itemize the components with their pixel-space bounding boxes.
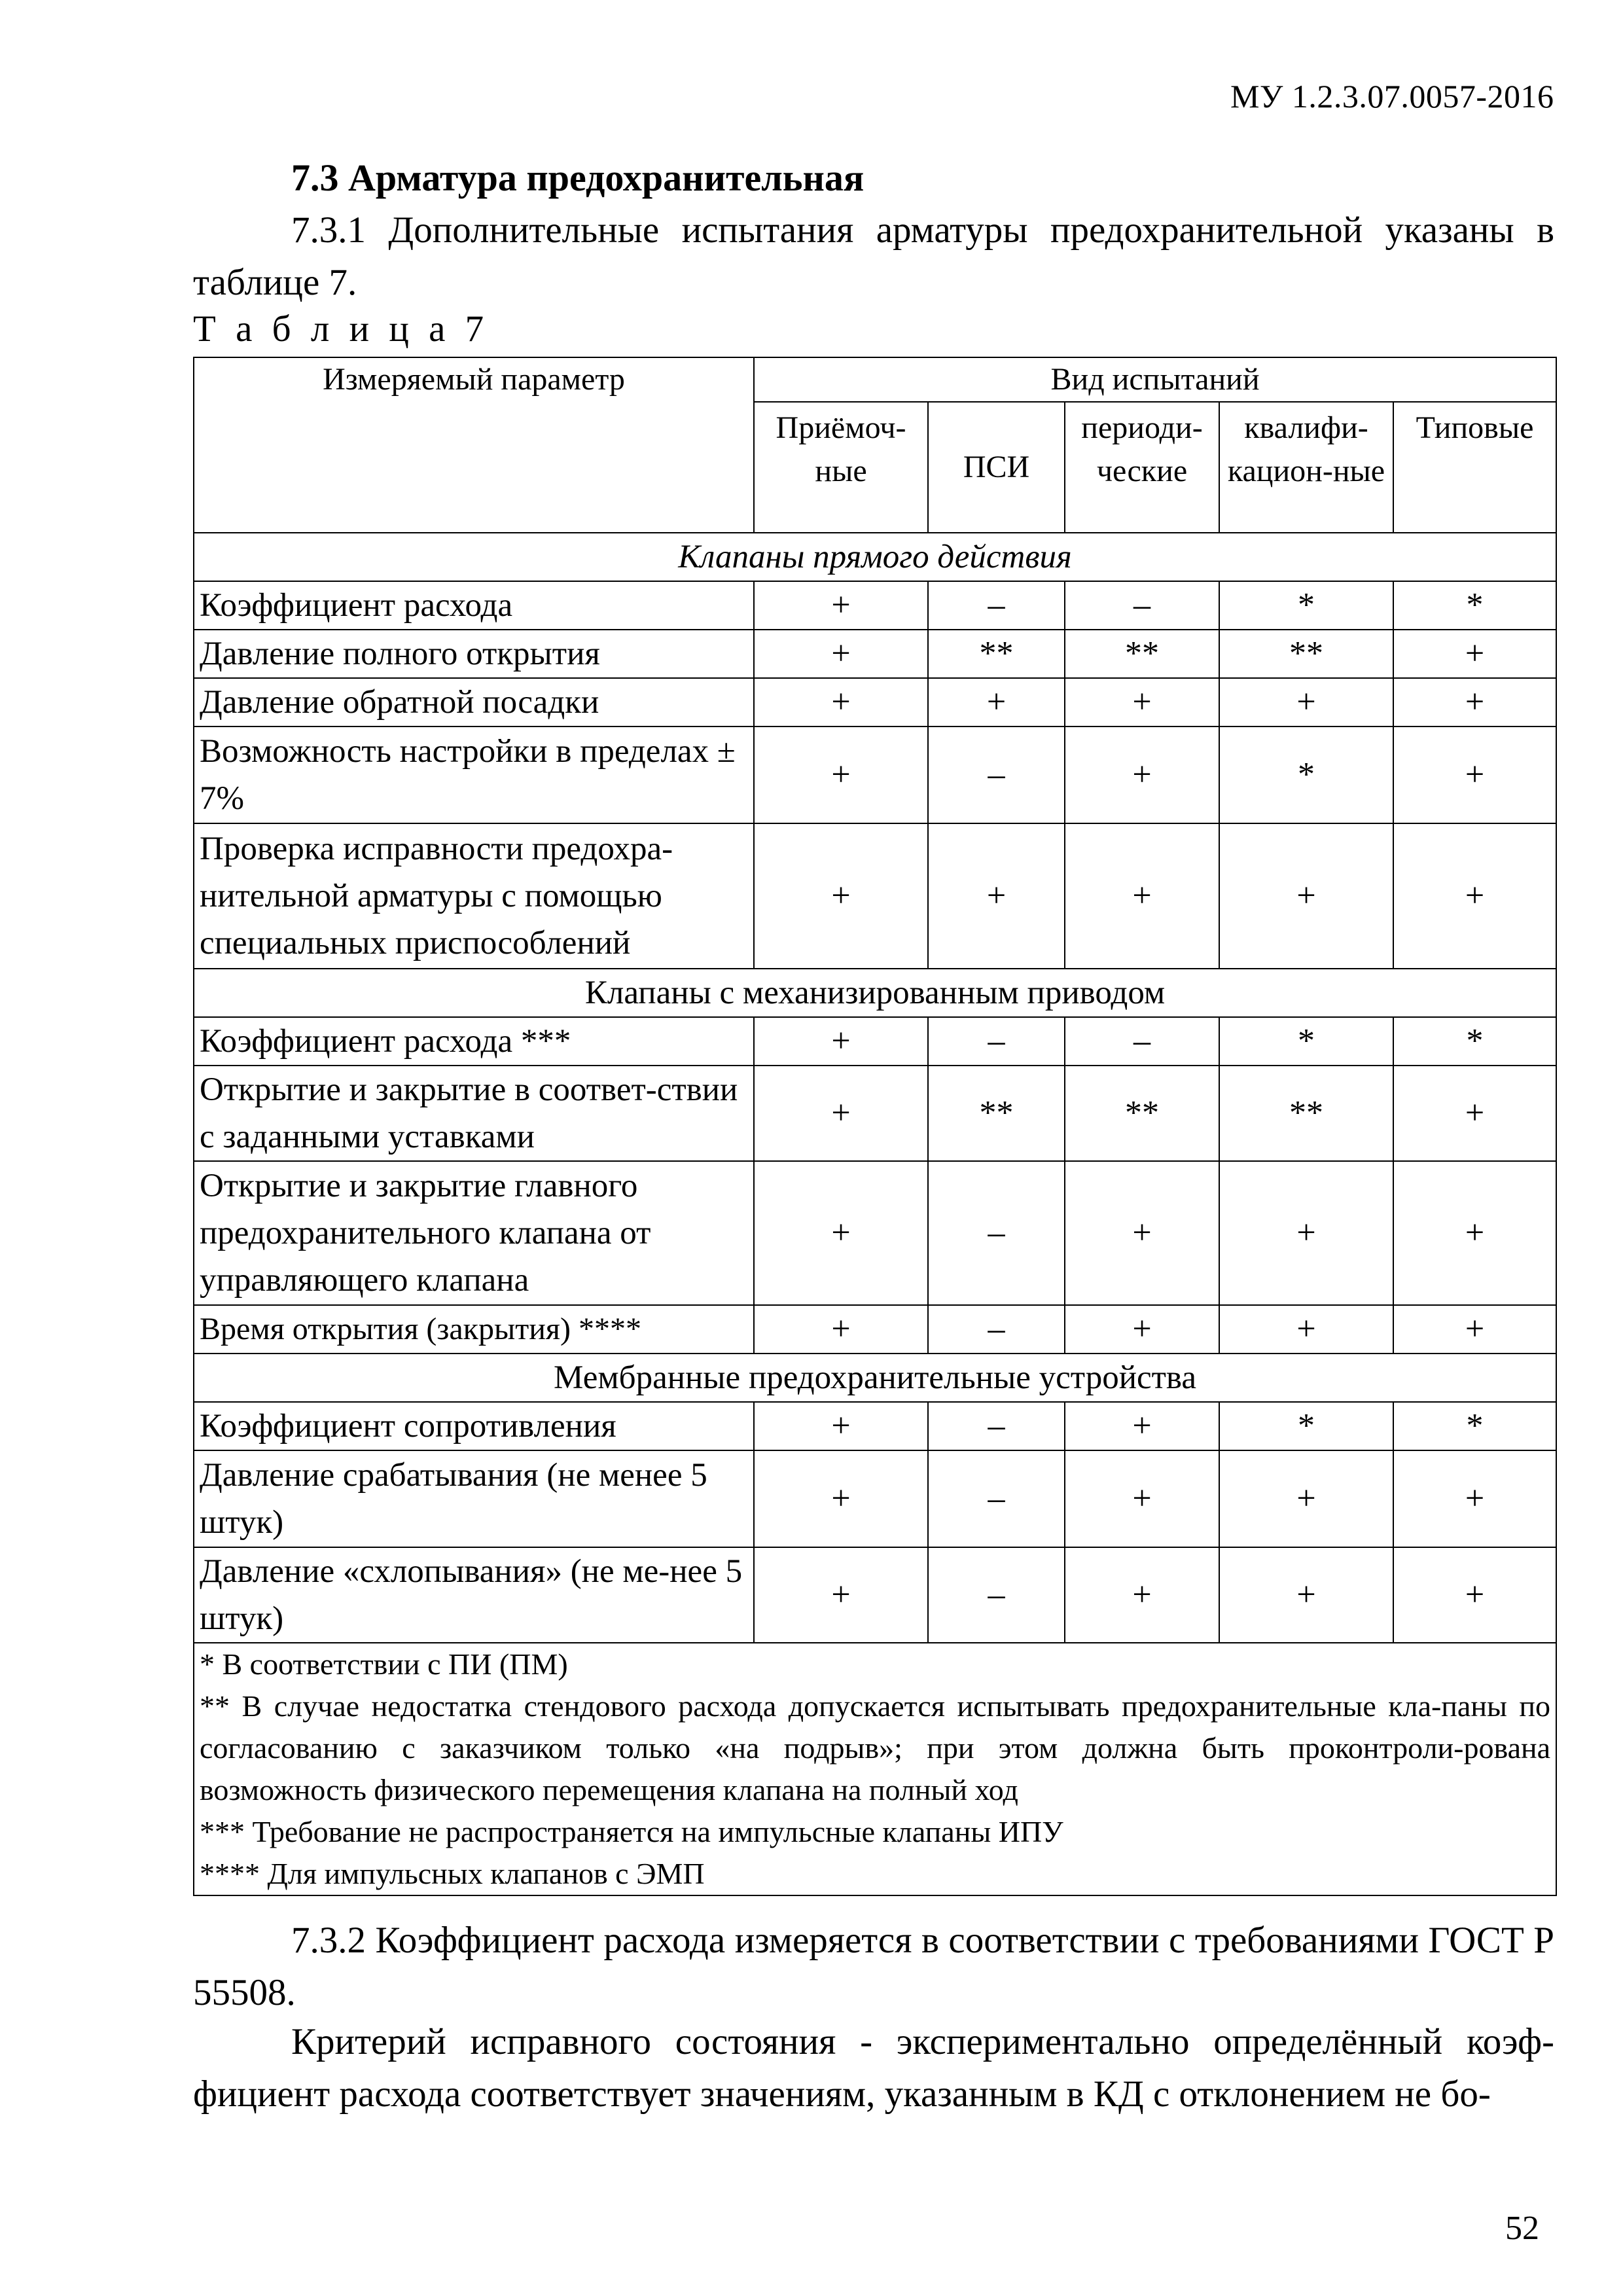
value-cell: – — [928, 581, 1065, 630]
parameter-cell: Возможность настройки в пределах ± 7% — [194, 726, 754, 823]
value-cell: + — [754, 1066, 928, 1161]
value-cell: – — [928, 1402, 1065, 1450]
value-cell: + — [1219, 1547, 1393, 1643]
value-cell: + — [1393, 823, 1556, 969]
value-cell: + — [928, 678, 1065, 726]
table-row — [194, 726, 1556, 823]
table-row — [194, 1017, 1556, 1066]
value-cell: ** — [1219, 630, 1393, 678]
value-cell: + — [1065, 823, 1219, 969]
value-cell: – — [928, 726, 1065, 823]
table-7 — [193, 357, 1557, 1896]
table-row — [194, 1450, 1556, 1547]
value-cell: + — [754, 1017, 928, 1066]
parameter-cell: Время открытия (закрытия) **** — [194, 1305, 754, 1354]
column-header-parameter: Измеряемый параметр — [194, 357, 754, 533]
value-cell: + — [928, 823, 1065, 969]
value-cell: + — [1065, 1450, 1219, 1547]
parameter-cell: Коэффициент расхода *** — [194, 1017, 754, 1066]
value-cell: + — [1219, 1450, 1393, 1547]
parameter-cell: Давление полного открытия — [194, 630, 754, 678]
section-row-title: Мембранные предохранительные устройства — [194, 1354, 1556, 1402]
value-cell: – — [928, 1161, 1065, 1305]
table-notes — [194, 1643, 1556, 1895]
value-cell: * — [1219, 1017, 1393, 1066]
value-cell: + — [1393, 726, 1556, 823]
value-cell: ** — [1065, 1066, 1219, 1161]
value-cell: + — [1219, 1161, 1393, 1305]
parameter-cell: Коэффициент сопротивления — [194, 1402, 754, 1450]
table-row — [194, 1305, 1556, 1354]
value-cell: + — [1065, 1547, 1219, 1643]
value-cell: * — [1393, 1017, 1556, 1066]
value-cell: + — [754, 726, 928, 823]
value-cell: + — [1219, 823, 1393, 969]
parameter-cell: Давление «схлопывания» (не ме-нее 5 штук) — [194, 1547, 754, 1643]
value-cell: + — [754, 1547, 928, 1643]
intro-paragraph: 7.3.1 Дополнительные испытания арматуры предохранительной указаны в таблице 7. — [193, 209, 1554, 303]
value-cell: + — [1393, 1450, 1556, 1547]
table-row — [194, 1402, 1556, 1450]
value-cell: * — [1219, 726, 1393, 823]
value-cell: + — [754, 823, 928, 969]
value-cell: – — [928, 1450, 1065, 1547]
footnote: * В соответствии с ПИ (ПМ) — [200, 1647, 568, 1681]
value-cell: + — [754, 1450, 928, 1547]
table-row — [194, 630, 1556, 678]
table-row — [194, 1547, 1556, 1643]
section-row-title: Клапаны прямого действия — [194, 533, 1556, 581]
parameter-cell: Открытие и закрытие главного предохранительного клапана от управляющего клапана — [194, 1161, 754, 1305]
footnote: **** Для импульсных клапанов с ЭМП — [200, 1857, 705, 1890]
table-row — [194, 581, 1556, 630]
paragraph-7-3-2: 7.3.2 Коэффициент расхода измеряется в соответствии с требованиями ГОСТ Р 55508. — [193, 1920, 1554, 2013]
document-code: МУ 1.2.3.07.0057-2016 — [1230, 78, 1554, 115]
parameter-cell: Коэффициент расхода — [194, 581, 754, 630]
value-cell: + — [754, 630, 928, 678]
value-cell: – — [1065, 1017, 1219, 1066]
column-header-acceptance: Приёмоч-ные — [754, 402, 928, 533]
section-row-title: Клапаны с механизированным приводом — [194, 969, 1556, 1017]
value-cell: + — [754, 1161, 928, 1305]
value-cell: + — [754, 581, 928, 630]
value-cell: – — [928, 1547, 1065, 1643]
column-header-qualification: квалифи-кацион-ные — [1219, 402, 1393, 533]
column-header-periodic: периоди-ческие — [1065, 402, 1219, 533]
column-header-type: Типовые — [1393, 402, 1556, 533]
value-cell: + — [1065, 726, 1219, 823]
value-cell: + — [1219, 1305, 1393, 1354]
value-cell: + — [1065, 1161, 1219, 1305]
value-cell: ** — [928, 1066, 1065, 1161]
column-group-header: Вид испытаний — [754, 357, 1556, 402]
value-cell: * — [1393, 581, 1556, 630]
section-heading: 7.3 Арматура предохранительная — [291, 156, 865, 199]
parameter-cell: Открытие и закрытие в соответ-ствии с заданными уставками — [194, 1066, 754, 1161]
value-cell: ** — [928, 630, 1065, 678]
footnote: ** В случае недостатка стендового расхода допускается испытывать предохранительные кла-паны по согласованию с заказчиком только «на подрыв»; при этом должна быть проконтроли-рована возможность физического перемещения клапана на полный ход — [200, 1689, 1551, 1806]
page-number: 52 — [1505, 2210, 1539, 2247]
paragraph-criterion: Критерий исправного состояния - экспериментально определённый коэф-фициент расхода соответствует значениям, указанным в КД с отклонением не бо- — [193, 2021, 1554, 2115]
value-cell: + — [754, 678, 928, 726]
table-row — [194, 1161, 1556, 1305]
value-cell: + — [1219, 678, 1393, 726]
value-cell: + — [1065, 1402, 1219, 1450]
value-cell: + — [754, 1402, 928, 1450]
parameter-cell: Давление срабатывания (не менее 5 штук) — [194, 1450, 754, 1547]
parameter-cell: Давление обратной посадки — [194, 678, 754, 726]
column-header-psi: ПСИ — [928, 402, 1065, 533]
footnote: *** Требование не распространяется на импульсные клапаны ИПУ — [200, 1815, 1063, 1848]
value-cell: * — [1393, 1402, 1556, 1450]
value-cell: + — [1393, 1161, 1556, 1305]
value-cell: + — [1393, 1547, 1556, 1643]
value-cell: + — [1393, 1066, 1556, 1161]
value-cell: + — [1393, 1305, 1556, 1354]
value-cell: + — [1065, 1305, 1219, 1354]
value-cell: ** — [1219, 1066, 1393, 1161]
value-cell: – — [1065, 581, 1219, 630]
value-cell: + — [1393, 630, 1556, 678]
value-cell: * — [1219, 581, 1393, 630]
value-cell: ** — [1065, 630, 1219, 678]
value-cell: + — [1065, 678, 1219, 726]
table-caption: Т а б л и ц а 7 — [193, 308, 490, 350]
value-cell: – — [928, 1017, 1065, 1066]
table-row — [194, 1066, 1556, 1161]
value-cell: * — [1219, 1402, 1393, 1450]
table-row — [194, 678, 1556, 726]
value-cell: + — [754, 1305, 928, 1354]
value-cell: – — [928, 1305, 1065, 1354]
value-cell: + — [1393, 678, 1556, 726]
parameter-cell: Проверка исправности предохра-нительной арматуры с помощью специальных приспособлений — [194, 823, 754, 969]
table-row — [194, 823, 1556, 969]
